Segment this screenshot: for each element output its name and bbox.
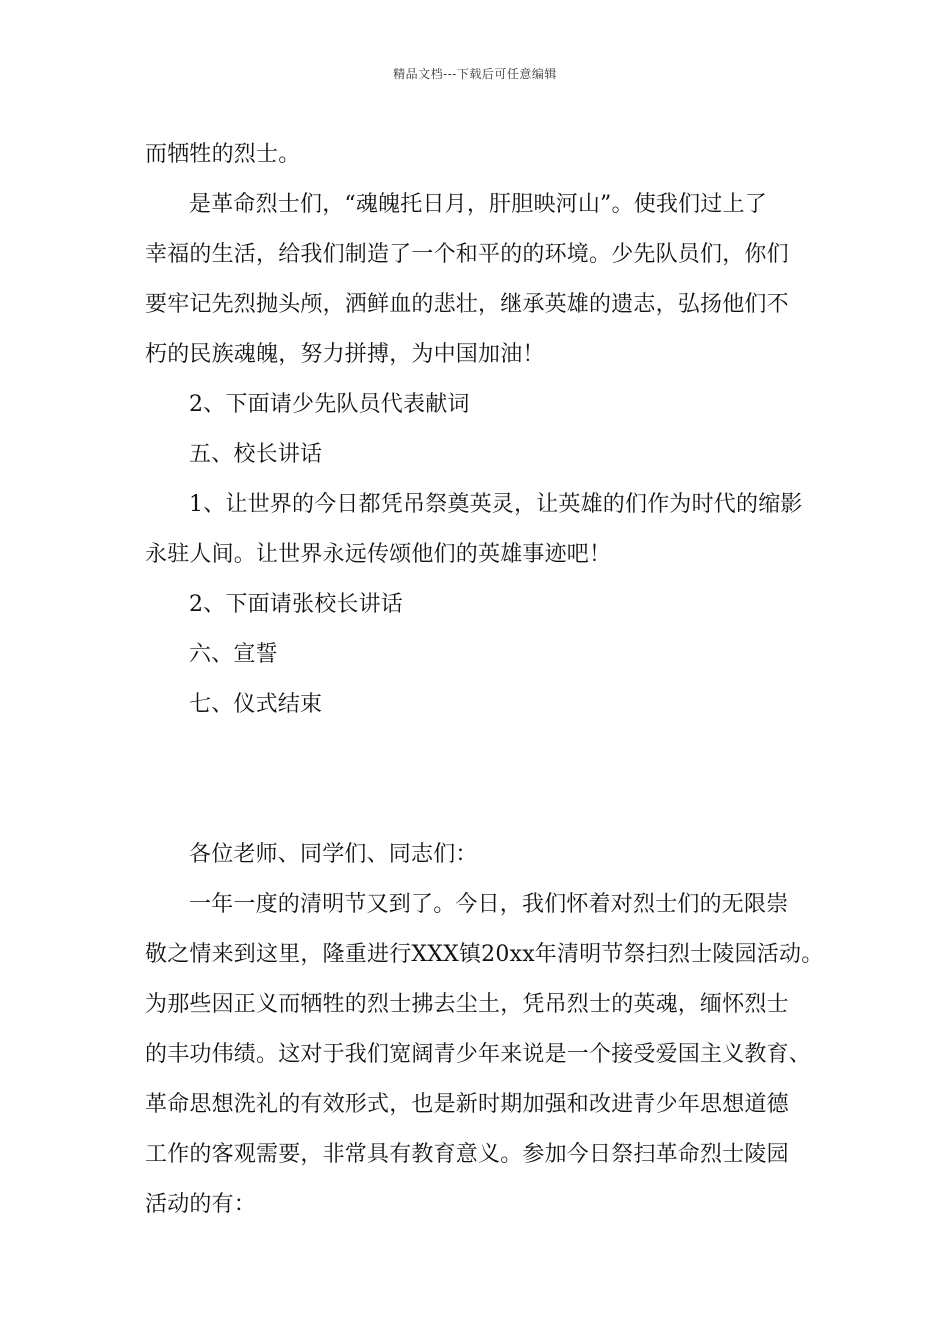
section-heading: 六、宣誓 (189, 642, 278, 667)
document-body (145, 130, 835, 1230)
text-line: 2、下面请少先队员代表献词 (189, 392, 470, 417)
text-line: 活动的有： (145, 1192, 257, 1217)
text-line: 2、下面请张校长讲话 (189, 592, 403, 617)
text-line: 工作的客观需要，非常具有教育意义。参加今日祭扫革命烈士陵园 (145, 1142, 789, 1167)
section-heading: 七、仪式结束 (189, 692, 323, 717)
section-gap (145, 730, 835, 830)
text-line: 而牺牲的烈士。 (145, 142, 301, 167)
text-line: 幸福的生活，给我们制造了一个和平的的环境。少先队员们，你们 (145, 242, 789, 267)
text-line: 要牢记先烈抛头颅，洒鲜血的悲壮，继承英雄的遗志，弘扬他们不 (145, 292, 789, 317)
page-header: 精品文档---下载后可任意编辑 (393, 67, 557, 81)
section-speech (145, 830, 835, 1230)
text-line: 朽的民族魂魄，努力拼搏，为中国加油！ (145, 342, 545, 367)
section-ceremony (145, 130, 835, 730)
text-line: 一年一度的清明节又到了。今日，我们怀着对烈士们的无限崇 (189, 892, 789, 917)
text-line: 革命思想洗礼的有效形式，也是新时期加强和改进青少年思想道德 (145, 1092, 789, 1117)
text-line: 的丰功伟绩。这对于我们宽阔青少年来说是一个接受爱国主义教育、 (145, 1042, 812, 1067)
section-heading: 五、校长讲话 (189, 442, 323, 467)
text-line: 1、让世界的今日都凭吊祭奠英灵，让英雄的们作为时代的缩影 (189, 492, 803, 517)
salutation: 各位老师、同学们、同志们： (189, 842, 478, 867)
text-line: 是革命烈士们，“魂魄托日月，肝胆映河山”。使我们过上了 (189, 192, 767, 217)
text-line: 为那些因正义而牺牲的烈士拂去尘土，凭吊烈士的英魂，缅怀烈士 (145, 992, 789, 1017)
text-line: 永驻人间。让世界永远传颂他们的英雄事迹吧！ (145, 542, 612, 567)
text-line: 敬之情来到这里，隆重进行XXX镇20xx年清明节祭扫烈士陵园活动。 (145, 942, 824, 967)
